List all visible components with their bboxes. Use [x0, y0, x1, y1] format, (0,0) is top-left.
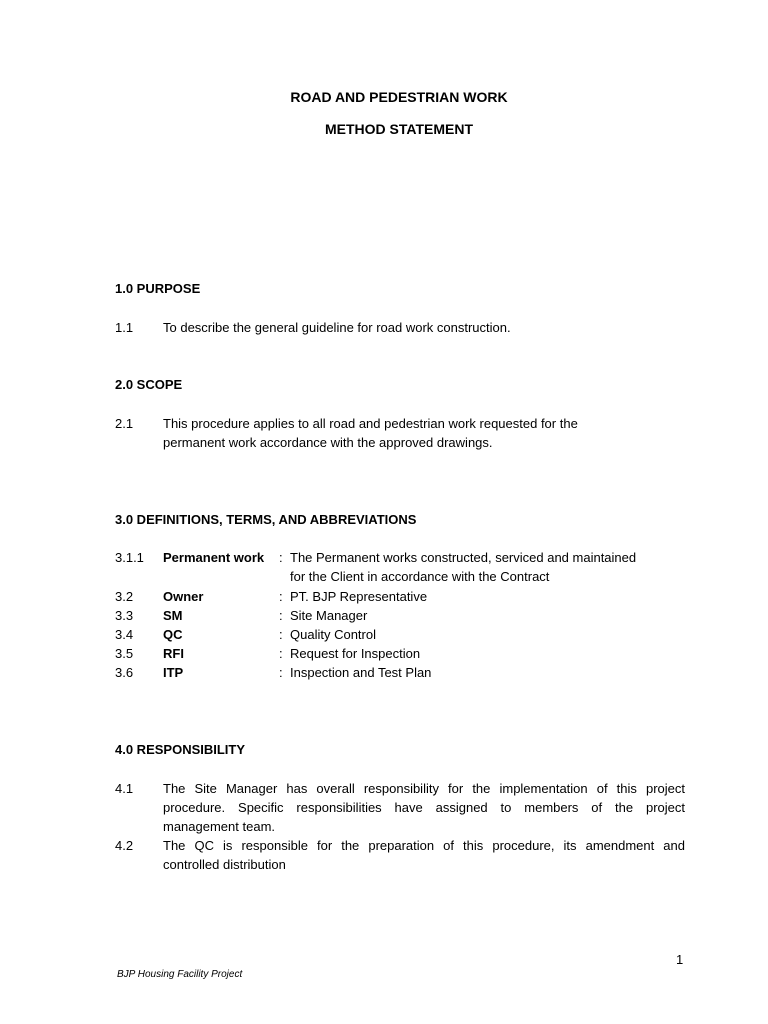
- item-text: [163, 779, 685, 836]
- definition-term: RFI: [163, 646, 184, 661]
- text-line: management team.: [163, 819, 276, 834]
- item-number: 3.4: [115, 627, 134, 642]
- item-number: 3.5: [115, 646, 134, 661]
- section-heading-definitions: 3.0 DEFINITIONS, TERMS, AND ABBREVIATIONS: [115, 512, 417, 527]
- item-number: 3.1.1: [115, 550, 144, 565]
- item-text: [163, 836, 685, 874]
- definition-colon: :: [279, 608, 283, 623]
- definition-term: QC: [163, 627, 183, 642]
- item-number: 1.1: [115, 320, 134, 335]
- definition-value: PT. BJP Representative: [290, 589, 428, 604]
- definition-colon: :: [279, 665, 283, 680]
- text-line: The Site Manager has overall responsibility for the implementation of this project: [163, 781, 685, 796]
- definition-value: for the Client in accordance with the Contract: [290, 569, 550, 584]
- definition-value: Request for Inspection: [290, 646, 421, 661]
- text-line: To describe the general guideline for road work construction.: [163, 320, 511, 335]
- definition-term: Permanent work: [163, 550, 265, 565]
- item-number: 2.1: [115, 416, 134, 431]
- section-heading-responsibility: 4.0 RESPONSIBILITY: [115, 742, 246, 757]
- document-title: ROAD AND PEDESTRIAN WORK: [290, 89, 508, 105]
- text-line: controlled distribution: [163, 857, 286, 872]
- item-text: [163, 318, 685, 337]
- item-number: 4.1: [115, 781, 134, 796]
- text-line: The QC is responsible for the preparation of this procedure, its amendment and: [163, 838, 685, 853]
- definition-value: Site Manager: [290, 608, 368, 623]
- definition-term: SM: [163, 608, 183, 623]
- definition-value: Inspection and Test Plan: [290, 665, 432, 680]
- definition-term: Owner: [163, 589, 204, 604]
- item-number: 3.3: [115, 608, 134, 623]
- text-line: permanent work accordance with the approved drawings.: [163, 435, 493, 450]
- section-heading-purpose: 1.0 PURPOSE: [115, 281, 201, 296]
- item-number: 3.6: [115, 665, 134, 680]
- footer-project-name: BJP Housing Facility Project: [117, 969, 243, 980]
- definition-colon: :: [279, 646, 283, 661]
- document-subtitle: METHOD STATEMENT: [324, 121, 474, 137]
- definition-term: ITP: [163, 665, 184, 680]
- definition-colon: :: [279, 550, 283, 565]
- text-line: This procedure applies to all road and pedestrian work requested for the: [163, 416, 578, 431]
- definition-colon: :: [279, 627, 283, 642]
- text-line: procedure. Specific responsibilities have assigned to members of the project: [163, 800, 685, 815]
- definition-value: The Permanent works constructed, serviced and maintained: [290, 550, 637, 565]
- page-number: 1: [676, 952, 684, 967]
- definition-colon: :: [279, 589, 283, 604]
- item-text: [163, 414, 685, 452]
- section-heading-scope: 2.0 SCOPE: [115, 377, 183, 392]
- item-number: 3.2: [115, 589, 134, 604]
- definition-value: Quality Control: [290, 627, 376, 642]
- item-number: 4.2: [115, 838, 134, 853]
